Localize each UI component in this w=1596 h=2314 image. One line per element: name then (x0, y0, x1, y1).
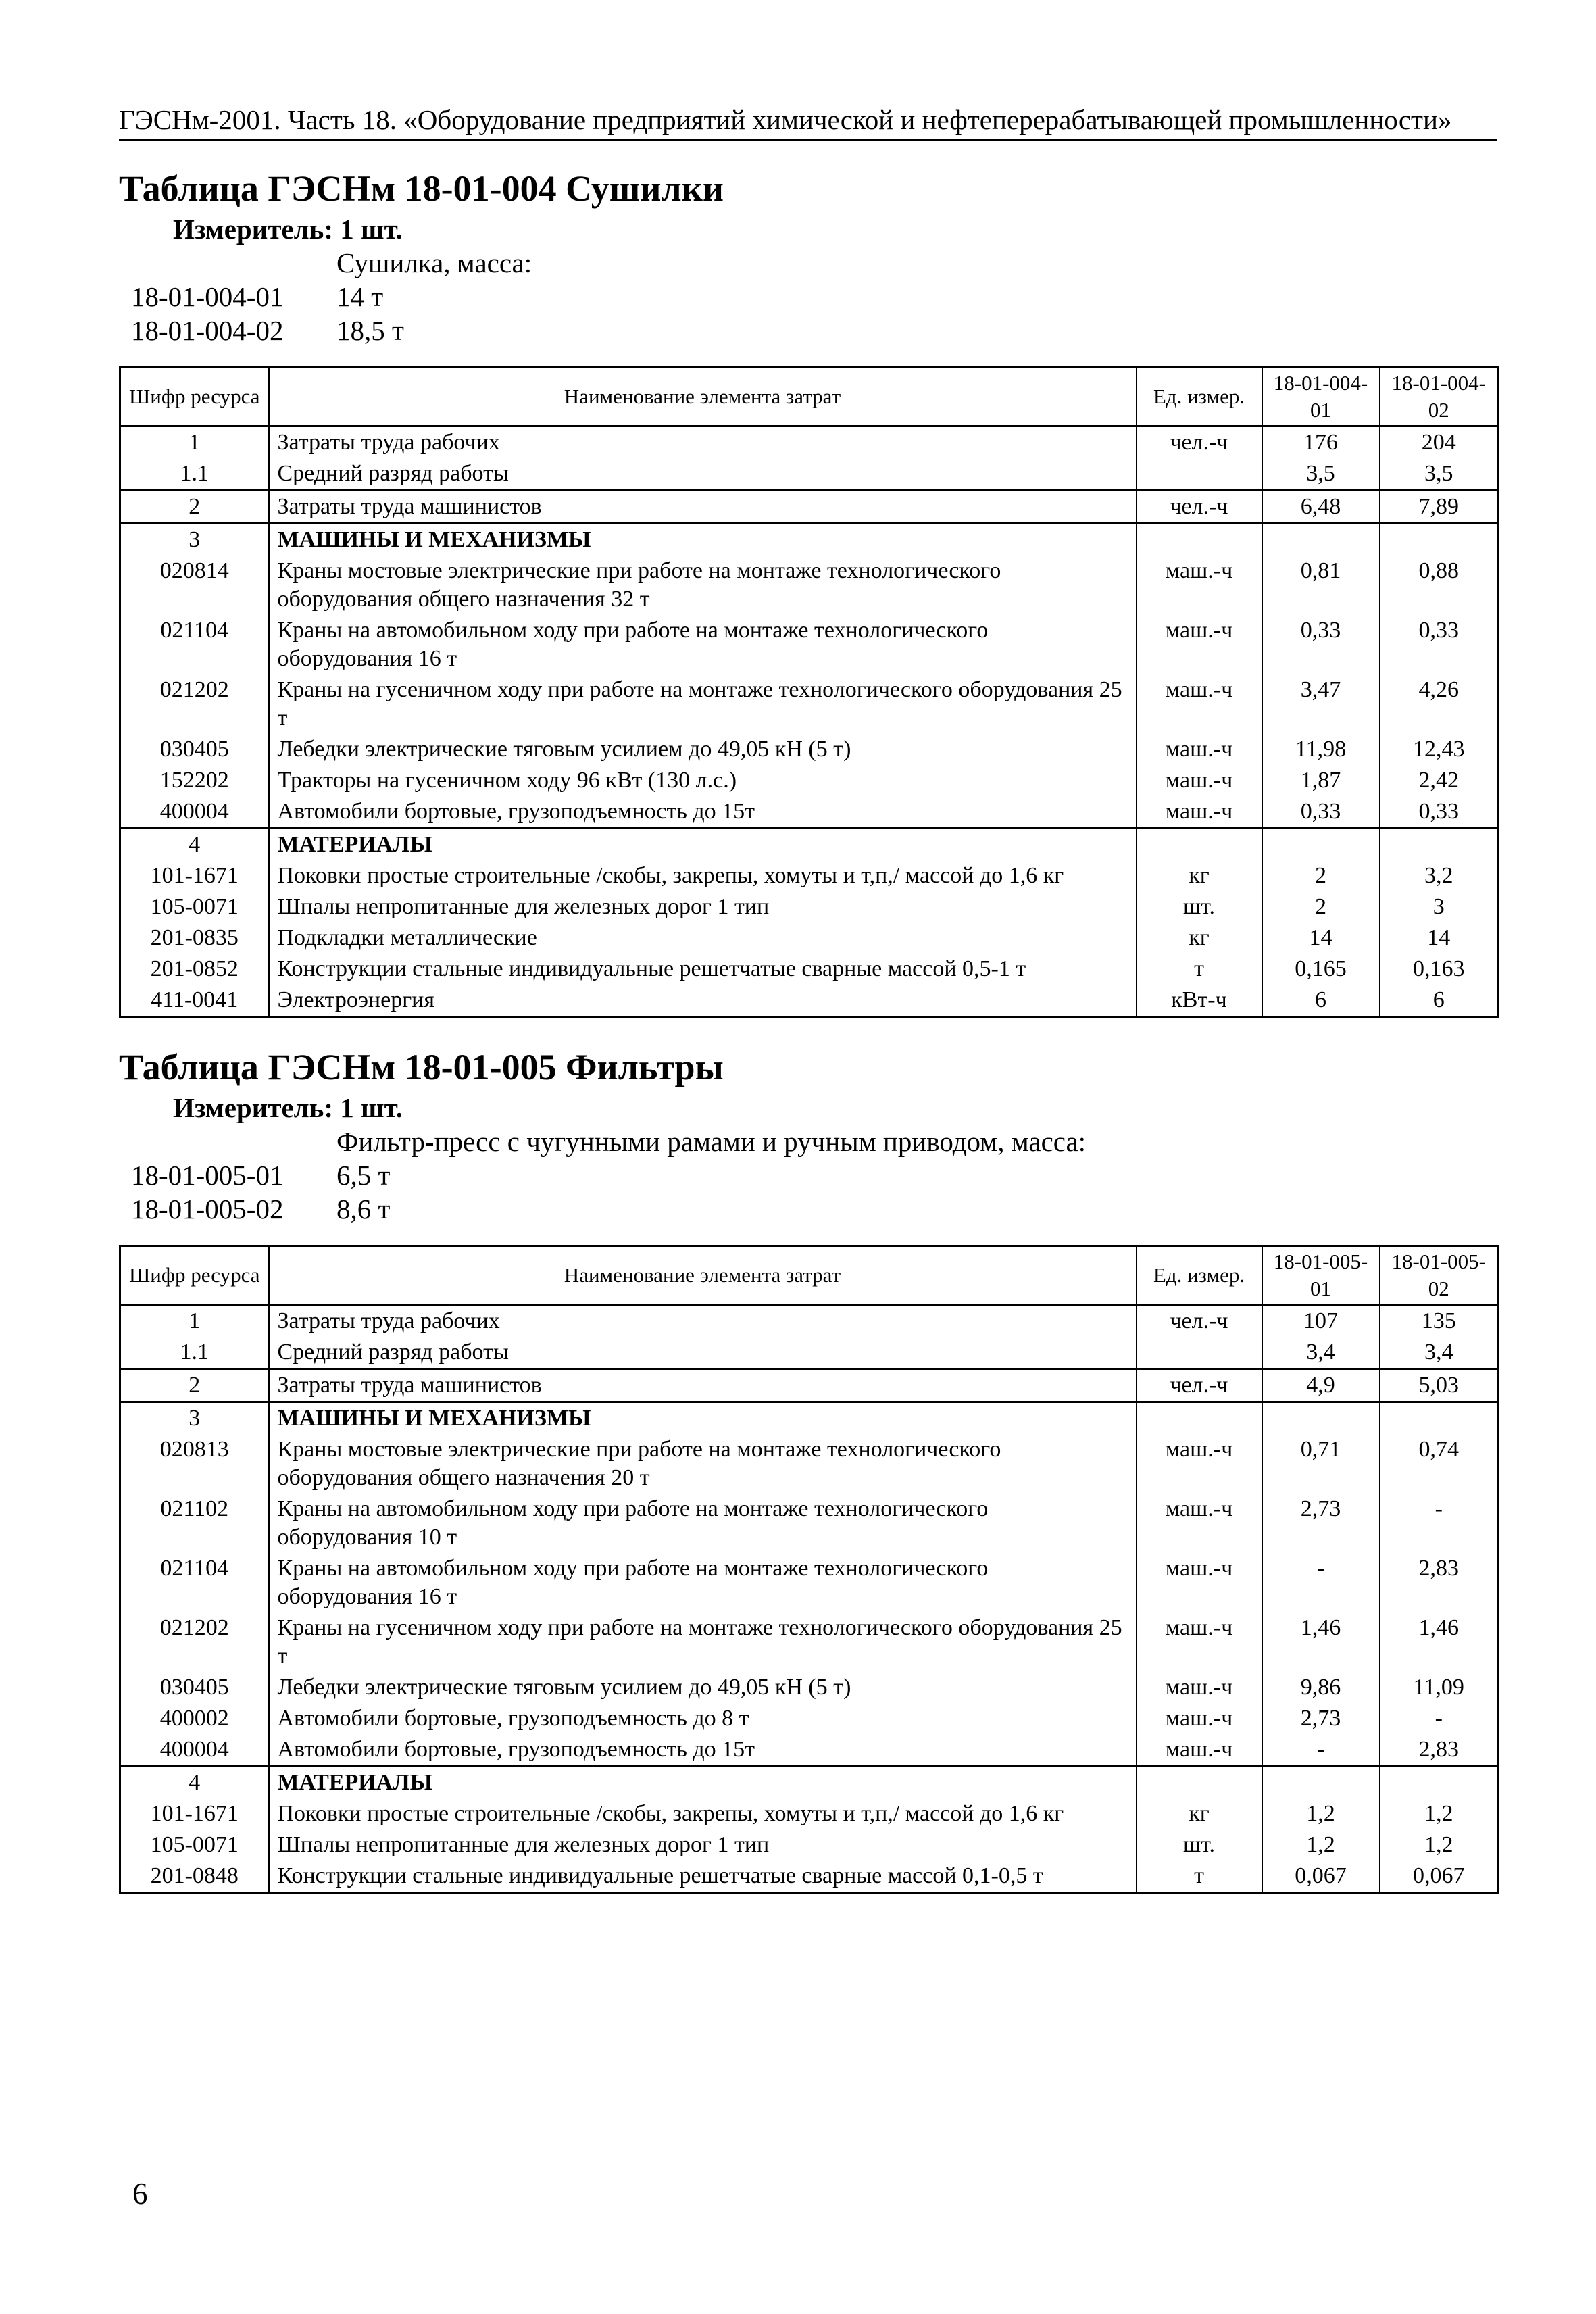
table-body (120, 1305, 1499, 1893)
cell-code: 1 (120, 1305, 269, 1337)
table-row (120, 1434, 1499, 1494)
cell-code: 201-0852 (120, 954, 269, 985)
cell-name: МАТЕРИАЛЫ (269, 1767, 1137, 1799)
col-header-unit: Ед. измер. (1137, 1246, 1262, 1305)
col-header-name: Наименование элемента затрат (269, 368, 1137, 426)
param-value: 18,5 т (336, 315, 404, 346)
cell-code: 101-1671 (120, 860, 269, 891)
cell-value-b: 11,09 (1380, 1672, 1499, 1703)
table-row (120, 1337, 1499, 1369)
cell-code: 105-0071 (120, 1829, 269, 1861)
cell-unit: маш.-ч (1137, 765, 1262, 796)
cell-value-a: 0,81 (1262, 556, 1380, 615)
cell-unit: т (1137, 954, 1262, 985)
cell-value-a: 6,48 (1262, 491, 1380, 524)
col-header-variant-b: 18-01-004-02 (1380, 368, 1499, 426)
table-row (120, 922, 1499, 954)
cell-name: Лебедки электрические тяговым усилием до 49,05 кН (5 т) (269, 734, 1137, 765)
cell-unit: маш.-ч (1137, 1553, 1262, 1613)
cell-name: Автомобили бортовые, грузоподъемность до 15т (269, 1734, 1137, 1767)
cell-unit (1137, 1402, 1262, 1435)
cell-unit: чел.-ч (1137, 426, 1262, 459)
cell-value-a: - (1262, 1553, 1380, 1613)
cell-value-b: - (1380, 1703, 1499, 1734)
table-row (120, 1369, 1499, 1402)
cell-value-a: 2,73 (1262, 1494, 1380, 1553)
col-header-unit: Ед. измер. (1137, 368, 1262, 426)
table-row (120, 1402, 1499, 1435)
cell-name: Средний разряд работы (269, 458, 1137, 491)
table-row (120, 954, 1499, 985)
params-description: Сушилка, масса: (336, 247, 532, 278)
cell-code: 152202 (120, 765, 269, 796)
cell-code: 1.1 (120, 1337, 269, 1369)
cell-name: Тракторы на гусеничном ходу 96 кВт (130 л.с.) (269, 765, 1137, 796)
cell-code: 201-0848 (120, 1861, 269, 1893)
table-row (120, 860, 1499, 891)
cell-name: Краны на гусеничном ходу при работе на монтаже технологического оборудования 25 т (269, 674, 1137, 734)
cell-unit (1137, 829, 1262, 861)
cell-value-a: 2,73 (1262, 1703, 1380, 1734)
cell-name: Автомобили бортовые, грузоподъемность до 15т (269, 796, 1137, 829)
section-table-18-01-004 (119, 165, 1497, 1018)
param-row (119, 280, 1497, 314)
cell-name: Краны на гусеничном ходу при работе на монтаже технологического оборудования 25 т (269, 1613, 1137, 1672)
table-row (120, 829, 1499, 861)
table-row (120, 426, 1499, 459)
cell-name: Конструкции стальные индивидуальные решетчатые сварные массой 0,1-0,5 т (269, 1861, 1137, 1893)
cell-unit: шт. (1137, 891, 1262, 922)
cell-unit: кг (1137, 860, 1262, 891)
params-block (119, 246, 1497, 347)
cell-code: 411-0041 (120, 985, 269, 1017)
cell-unit: чел.-ч (1137, 1369, 1262, 1402)
table-body (120, 426, 1499, 1017)
table-header-row (120, 368, 1499, 426)
cell-name: Средний разряд работы (269, 1337, 1137, 1369)
cell-value-b: 3,4 (1380, 1337, 1499, 1369)
cell-value-a (1262, 524, 1380, 556)
table-row (120, 734, 1499, 765)
table-row (120, 1767, 1499, 1799)
cell-code: 020813 (120, 1434, 269, 1494)
cell-value-b: 4,26 (1380, 674, 1499, 734)
cell-value-b: 0,74 (1380, 1434, 1499, 1494)
cell-value-b: 2,83 (1380, 1734, 1499, 1767)
table-row (120, 1798, 1499, 1829)
cell-code: 400002 (120, 1703, 269, 1734)
param-row (119, 1158, 1497, 1192)
table-row (120, 524, 1499, 556)
cell-value-b: 12,43 (1380, 734, 1499, 765)
cell-unit: кВт-ч (1137, 985, 1262, 1017)
cell-code: 201-0835 (120, 922, 269, 954)
col-header-code: Шифр ресурса (120, 1246, 269, 1305)
cell-unit: маш.-ч (1137, 674, 1262, 734)
cell-unit (1137, 1337, 1262, 1369)
cell-code: 021202 (120, 1613, 269, 1672)
cell-value-b: 7,89 (1380, 491, 1499, 524)
cell-name: Электроэнергия (269, 985, 1137, 1017)
cell-value-b: 3 (1380, 891, 1499, 922)
cell-value-a: 107 (1262, 1305, 1380, 1337)
cell-code: 030405 (120, 734, 269, 765)
cell-code: 021102 (120, 1494, 269, 1553)
measure-label: Измеритель: 1 шт. (173, 1092, 403, 1123)
table-title: Таблица ГЭСНм 18-01-004 Сушилки (119, 168, 724, 209)
param-code: 18-01-004-01 (131, 281, 284, 312)
cell-name: Краны мостовые электрические при работе на монтаже технологического оборудования общего назначения 32 т (269, 556, 1137, 615)
cell-unit: маш.-ч (1137, 796, 1262, 829)
cell-value-b: 204 (1380, 426, 1499, 459)
cell-name: Конструкции стальные индивидуальные решетчатые сварные массой 0,5-1 т (269, 954, 1137, 985)
cell-value-a: 6 (1262, 985, 1380, 1017)
param-value: 8,6 т (336, 1193, 391, 1225)
norms-table (119, 1245, 1499, 1894)
cell-name: МАШИНЫ И МЕХАНИЗМЫ (269, 524, 1137, 556)
cell-name: Краны на автомобильном ходу при работе на монтаже технологического оборудования 10 т (269, 1494, 1137, 1553)
cell-value-a: 2 (1262, 860, 1380, 891)
table-row (120, 765, 1499, 796)
param-row (119, 1192, 1497, 1226)
cell-unit: кг (1137, 1798, 1262, 1829)
cell-name: Затраты труда рабочих (269, 426, 1137, 459)
cell-unit: маш.-ч (1137, 1734, 1262, 1767)
cell-code: 2 (120, 491, 269, 524)
cell-name: Автомобили бортовые, грузоподъемность до 8 т (269, 1703, 1137, 1734)
cell-code: 400004 (120, 796, 269, 829)
cell-name: Шпалы непропитанные для железных дорог 1 тип (269, 1829, 1137, 1861)
cell-value-a: 0,067 (1262, 1861, 1380, 1893)
cell-code: 3 (120, 1402, 269, 1435)
cell-name: МАШИНЫ И МЕХАНИЗМЫ (269, 1402, 1137, 1435)
cell-code: 021104 (120, 615, 269, 674)
table-row (120, 1305, 1499, 1337)
cell-name: МАТЕРИАЛЫ (269, 829, 1137, 861)
cell-value-b: 0,33 (1380, 615, 1499, 674)
cell-value-a: 1,87 (1262, 765, 1380, 796)
norms-table (119, 366, 1499, 1018)
col-header-code: Шифр ресурса (120, 368, 269, 426)
cell-value-b: 0,88 (1380, 556, 1499, 615)
cell-value-a: 9,86 (1262, 1672, 1380, 1703)
cell-value-a: 1,46 (1262, 1613, 1380, 1672)
cell-unit (1137, 524, 1262, 556)
cell-unit: маш.-ч (1137, 1613, 1262, 1672)
cell-value-a: 0,33 (1262, 796, 1380, 829)
cell-value-b: - (1380, 1494, 1499, 1553)
cell-code: 400004 (120, 1734, 269, 1767)
cell-value-b: 2,42 (1380, 765, 1499, 796)
cell-name: Лебедки электрические тяговым усилием до 49,05 кН (5 т) (269, 1672, 1137, 1703)
cell-value-a: 2 (1262, 891, 1380, 922)
table-row (120, 1672, 1499, 1703)
cell-name: Шпалы непропитанные для железных дорог 1 тип (269, 891, 1137, 922)
cell-name: Подкладки металлические (269, 922, 1137, 954)
table-title: Таблица ГЭСНм 18-01-005 Фильтры (119, 1047, 724, 1087)
cell-value-a: 0,165 (1262, 954, 1380, 985)
cell-value-a: 4,9 (1262, 1369, 1380, 1402)
cell-name: Затраты труда машинистов (269, 491, 1137, 524)
cell-code: 021104 (120, 1553, 269, 1613)
cell-value-a (1262, 1767, 1380, 1799)
cell-code: 4 (120, 1767, 269, 1799)
cell-unit: маш.-ч (1137, 1703, 1262, 1734)
table-row (120, 458, 1499, 491)
section-table-18-01-005 (119, 1043, 1497, 1894)
cell-value-a: 11,98 (1262, 734, 1380, 765)
cell-value-a (1262, 1402, 1380, 1435)
cell-value-b: 14 (1380, 922, 1499, 954)
cell-value-b: 0,067 (1380, 1861, 1499, 1893)
table-row (120, 1703, 1499, 1734)
cell-value-a: 3,5 (1262, 458, 1380, 491)
cell-value-b: 0,163 (1380, 954, 1499, 985)
param-row (119, 314, 1497, 347)
cell-unit (1137, 458, 1262, 491)
cell-value-a: 1,2 (1262, 1829, 1380, 1861)
param-code: 18-01-004-02 (131, 315, 284, 346)
cell-value-b: 2,83 (1380, 1553, 1499, 1613)
cell-code: 1.1 (120, 458, 269, 491)
measure-label: Измеритель: 1 шт. (173, 214, 403, 245)
cell-unit: кг (1137, 922, 1262, 954)
cell-value-a: 3,47 (1262, 674, 1380, 734)
cell-value-b (1380, 1767, 1499, 1799)
param-code: 18-01-005-01 (131, 1160, 284, 1191)
cell-name: Краны на автомобильном ходу при работе на монтаже технологического оборудования 16 т (269, 615, 1137, 674)
cell-code: 021202 (120, 674, 269, 734)
cell-unit: маш.-ч (1137, 1672, 1262, 1703)
cell-code: 020814 (120, 556, 269, 615)
cell-code: 2 (120, 1369, 269, 1402)
cell-value-b: 1,46 (1380, 1613, 1499, 1672)
param-value: 6,5 т (336, 1160, 391, 1191)
table-row (120, 985, 1499, 1017)
params-description: Фильтр-пресс с чугунными рамами и ручным приводом, масса: (336, 1126, 1087, 1157)
cell-unit: т (1137, 1861, 1262, 1893)
cell-unit: маш.-ч (1137, 615, 1262, 674)
cell-value-a: 0,71 (1262, 1434, 1380, 1494)
page-number: 6 (132, 2177, 148, 2211)
table-row (120, 615, 1499, 674)
cell-value-a: 3,4 (1262, 1337, 1380, 1369)
cell-value-b: 5,03 (1380, 1369, 1499, 1402)
table-row (120, 891, 1499, 922)
cell-name: Поковки простые строительные /скобы, закрепы, хомуты и т,п,/ массой до 1,6 кг (269, 860, 1137, 891)
cell-code: 105-0071 (120, 891, 269, 922)
table-header-row (120, 1246, 1499, 1305)
cell-value-b: 135 (1380, 1305, 1499, 1337)
cell-value-a: 14 (1262, 922, 1380, 954)
cell-value-b: 0,33 (1380, 796, 1499, 829)
cell-unit: маш.-ч (1137, 1494, 1262, 1553)
param-value: 14 т (336, 281, 384, 312)
cell-unit (1137, 1767, 1262, 1799)
table-row (120, 491, 1499, 524)
col-header-variant-a: 18-01-004-01 (1262, 368, 1380, 426)
cell-value-a: 1,2 (1262, 1798, 1380, 1829)
cell-unit: маш.-ч (1137, 556, 1262, 615)
cell-value-b: 1,2 (1380, 1798, 1499, 1829)
cell-code: 3 (120, 524, 269, 556)
table-row (120, 1861, 1499, 1893)
page-header: ГЭСНм-2001. Часть 18. «Оборудование предприятий химической и нефтеперерабатывающей промышленности» (119, 101, 1497, 141)
col-header-variant-a: 18-01-005-01 (1262, 1246, 1380, 1305)
cell-value-b (1380, 524, 1499, 556)
cell-code: 4 (120, 829, 269, 861)
cell-name: Поковки простые строительные /скобы, закрепы, хомуты и т,п,/ массой до 1,6 кг (269, 1798, 1137, 1829)
cell-name: Краны мостовые электрические при работе на монтаже технологического оборудования общего назначения 20 т (269, 1434, 1137, 1494)
cell-value-b: 1,2 (1380, 1829, 1499, 1861)
cell-code: 101-1671 (120, 1798, 269, 1829)
cell-unit: маш.-ч (1137, 1434, 1262, 1494)
params-block (119, 1125, 1497, 1226)
table-row (120, 796, 1499, 829)
cell-value-a: - (1262, 1734, 1380, 1767)
cell-value-b (1380, 1402, 1499, 1435)
table-row (120, 1734, 1499, 1767)
table-row (120, 674, 1499, 734)
cell-unit: маш.-ч (1137, 734, 1262, 765)
cell-name: Затраты труда рабочих (269, 1305, 1137, 1337)
cell-code: 030405 (120, 1672, 269, 1703)
cell-value-a (1262, 829, 1380, 861)
cell-value-a: 176 (1262, 426, 1380, 459)
col-header-name: Наименование элемента затрат (269, 1246, 1137, 1305)
table-row (120, 1494, 1499, 1553)
cell-value-b: 6 (1380, 985, 1499, 1017)
param-code: 18-01-005-02 (131, 1193, 284, 1225)
table-row (120, 1613, 1499, 1672)
cell-unit: чел.-ч (1137, 491, 1262, 524)
cell-value-b: 3,2 (1380, 860, 1499, 891)
cell-code: 1 (120, 426, 269, 459)
cell-name: Краны на автомобильном ходу при работе на монтаже технологического оборудования 16 т (269, 1553, 1137, 1613)
cell-value-a: 0,33 (1262, 615, 1380, 674)
cell-value-b: 3,5 (1380, 458, 1499, 491)
table-row (120, 1829, 1499, 1861)
cell-value-b (1380, 829, 1499, 861)
cell-unit: шт. (1137, 1829, 1262, 1861)
cell-unit: чел.-ч (1137, 1305, 1262, 1337)
cell-name: Затраты труда машинистов (269, 1369, 1137, 1402)
table-row (120, 556, 1499, 615)
col-header-variant-b: 18-01-005-02 (1380, 1246, 1499, 1305)
table-row (120, 1553, 1499, 1613)
